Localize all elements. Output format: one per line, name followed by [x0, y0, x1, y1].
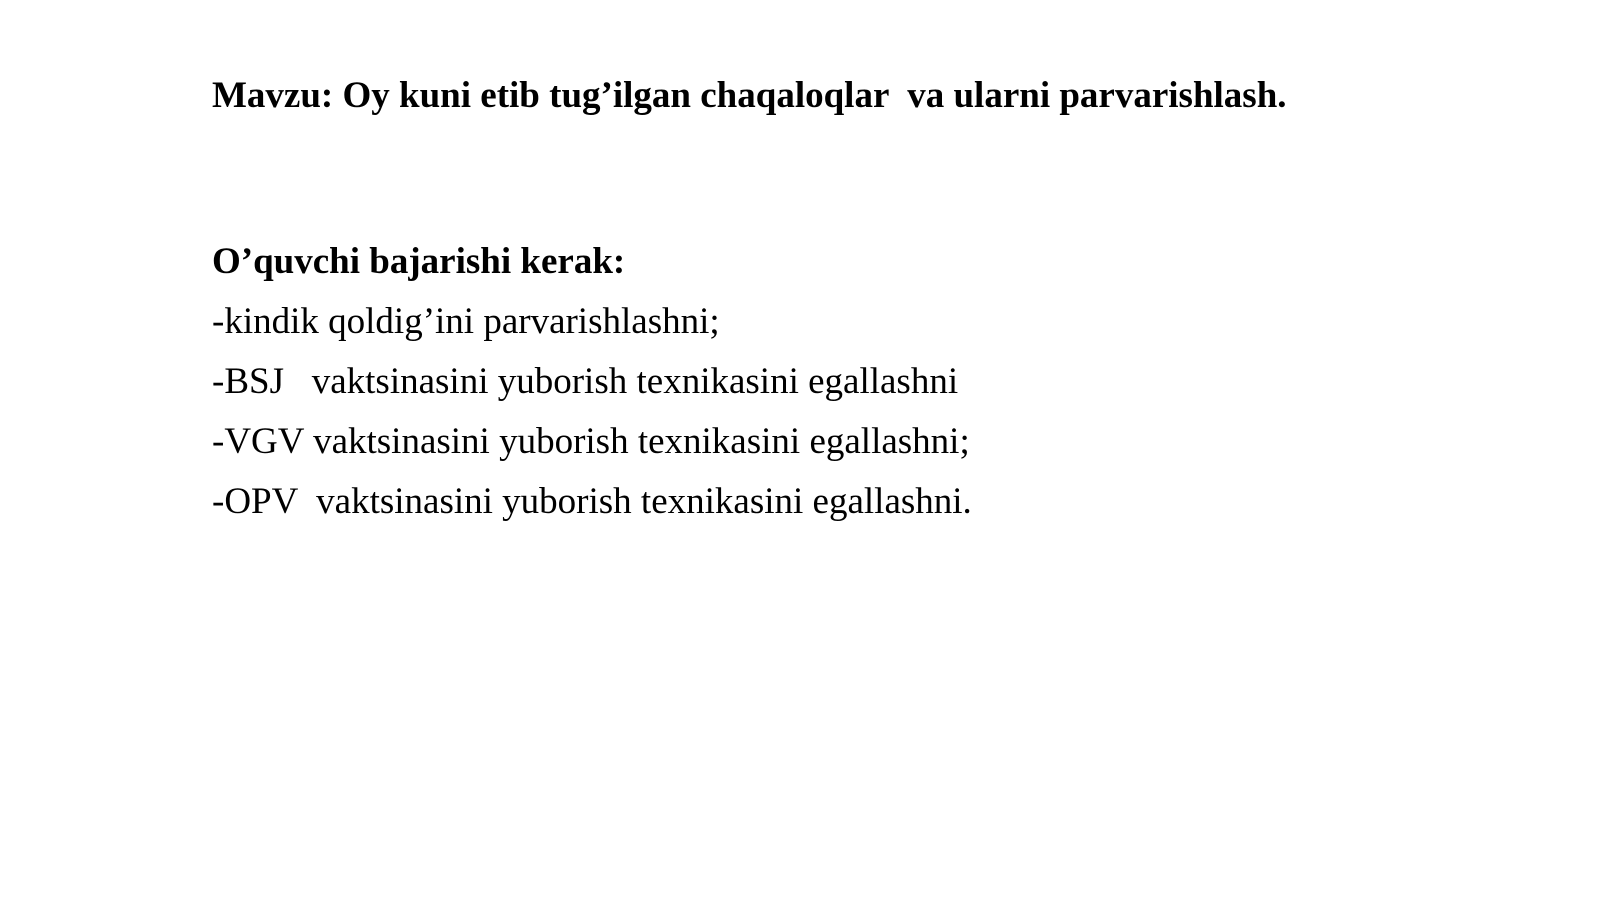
objective-item-umbilical-care: -kindik qoldig’ini parvarishlashni;: [212, 301, 720, 342]
objective-item-vgv-vaccine: -VGV vaktsinasini yuborish texnikasini egallashni;: [212, 421, 970, 462]
objectives-heading: O’quvchi bajarishi kerak:: [212, 241, 626, 282]
objective-item-opv-vaccine: -OPV vaktsinasini yuborish texnikasini egallashni.: [212, 481, 972, 522]
slide-title: Mavzu: Oy kuni etib tug’ilgan chaqaloqlar va ularni parvarishlash.: [212, 75, 1287, 116]
objectives-list: [212, 292, 972, 532]
slide-content: [212, 232, 972, 532]
objective-item-bsj-vaccine: -BSJ vaktsinasini yuborish texnikasini egallashni: [212, 361, 959, 402]
